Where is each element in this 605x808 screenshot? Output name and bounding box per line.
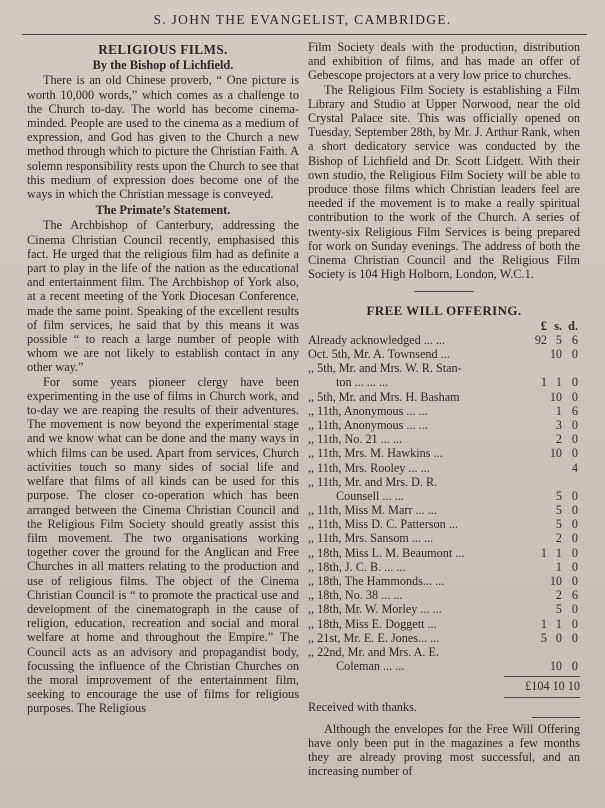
ledger-pence: 0 bbox=[571, 659, 578, 674]
paragraph-film-library: The Religious Film Society is establishing a Film Library and Studio at Upper Norwood, near the old Crystal Palace site. This was officially opened on Tuesday, September 28th, by Mr. J. Arthur Rank, when a short dedicatory service was conducted by the Bishop of Lichfield and Dr. Scott Lidgett. With their own studio, the Religious Film Society will be able to produce those films which Christian leaders feel are needed if the movement is to make a really spiritual contribution to the work of the Church. A series of twenty-six Religious Film Services is being prepared for work on Sunday evenings. The address of both the Cinema Christian Council and the Religious Film Society is 104 High Holborn, London, W.C.1. bbox=[308, 82, 580, 282]
total-rule-top bbox=[504, 676, 580, 677]
ledger-donor: ,, 18th, No. 38 ... ... bbox=[308, 588, 403, 603]
ledger-pence: 0 bbox=[571, 389, 578, 404]
paragraph-envelopes: Although the envelopes for the Free Will Offering have only been put in the magazines a few months they are already proving most successful, and an increasing number of bbox=[308, 721, 580, 779]
ledger-total: £104 10 10 bbox=[525, 679, 580, 694]
ledger-shillings: 2 bbox=[555, 588, 562, 603]
ledger-pence: 0 bbox=[571, 446, 578, 461]
ledger-donor: ,, 18th, Miss L. M. Beaumont ... bbox=[308, 545, 465, 560]
ledger-donor: ,, 11th, Mrs. M. Hawkins ... bbox=[308, 446, 443, 461]
ledger-donor: Counsell ... ... bbox=[336, 488, 404, 503]
ledger-row bbox=[308, 617, 580, 631]
ledger-row bbox=[308, 475, 580, 489]
ledger-pence: 6 bbox=[571, 332, 578, 347]
ledger-donor: Oct. 5th, Mr. A. Townsend ... bbox=[308, 347, 450, 362]
ledger-shillings: 10 bbox=[549, 347, 562, 362]
ledger-shillings: 1 bbox=[555, 545, 562, 560]
ledger-pence: 0 bbox=[571, 616, 578, 631]
ledger-row bbox=[308, 659, 580, 673]
ledger-pence: 0 bbox=[571, 417, 578, 432]
ledger-donor: ,, 11th, Mrs. Rooley ... ... bbox=[308, 460, 430, 475]
ledger-shillings: 5 bbox=[555, 602, 562, 617]
right-column bbox=[308, 40, 580, 778]
ledger-donor: ,, 11th, Anonymous ... ... bbox=[308, 403, 428, 418]
ledger-pence: 0 bbox=[571, 488, 578, 503]
ledger-row bbox=[308, 560, 580, 574]
ledger-row bbox=[308, 574, 580, 588]
ledger-donor: ,, 22nd, Mr. and Mrs. A. E. bbox=[308, 644, 440, 659]
left-column bbox=[27, 40, 299, 716]
offering-title: FREE WILL OFFERING. bbox=[366, 303, 522, 319]
ledger-shillings: 0 bbox=[555, 630, 562, 645]
ledger-donor: ,, 18th, J. C. B. ... ... bbox=[308, 559, 406, 574]
ledger-shillings: 2 bbox=[555, 531, 562, 546]
ledger-row bbox=[308, 361, 580, 375]
offering-ledger bbox=[308, 319, 580, 699]
ledger-pence: 6 bbox=[571, 588, 578, 603]
shillings-header: s. bbox=[554, 318, 562, 333]
ledger-pence: 0 bbox=[571, 602, 578, 617]
ledger-pounds: 1 bbox=[540, 375, 547, 390]
ledger-shillings: 5 bbox=[555, 517, 562, 532]
ledger-donor: ,, 11th, Miss M. Marr ... ... bbox=[308, 503, 437, 518]
ledger-pounds: 1 bbox=[540, 616, 547, 631]
ledger-row bbox=[308, 588, 580, 602]
ledger-donor: ,, 11th, Mrs. Sansom ... ... bbox=[308, 531, 434, 546]
paragraph-archbishop: The Archbishop of Canterbury, addressing the Cinema Christian Council recently, emphasised this fact. He urged that the religious film had as definite a part to play in the life of the nation as the educational and entertainment film. The Archbishop of York also, at a recent meeting of the York Diocesan Conference, made the same point. Speaking of the excellent results of film services, he said that by this means it was possible “ to reach a large number of people with whom we are not likely to establish contact in any other way.” bbox=[27, 218, 299, 375]
ledger-pence: 0 bbox=[571, 517, 578, 532]
article-title: RELIGIOUS FILMS. bbox=[98, 42, 228, 57]
running-head: S. JOHN THE EVANGELIST, CAMBRIDGE. bbox=[153, 12, 452, 27]
ledger-donor: Already acknowledged ... ... bbox=[308, 332, 446, 347]
ledger-row bbox=[308, 503, 580, 517]
ledger-shillings: 1 bbox=[555, 403, 562, 418]
paragraph-proverb: There is an old Chinese proverb, “ One picture is worth 10,000 words,” which comes as a challenge to the Church to-day. The world has become cinema-minded. People are used to the cinema as a medium of expression, and God has given to the Church a new method through which to picture the Christian Faith. A solemn responsibility rests upon the Church to see that this medium of expression does become one of the ways in which the Christian message is conveyed. bbox=[27, 73, 299, 202]
ledger-shillings: 5 bbox=[555, 503, 562, 518]
ledger-donor: ,, 11th, Mr. and Mrs. D. R. bbox=[308, 474, 438, 489]
ledger-row bbox=[308, 347, 580, 361]
closing-divider bbox=[532, 717, 580, 718]
ledger-pence: 0 bbox=[571, 503, 578, 518]
ledger-donor: ,, 11th, No. 21 ... ... bbox=[308, 432, 403, 447]
ledger-pounds: 1 bbox=[540, 545, 547, 560]
ledger-donor: ,, 5th, Mr. and Mrs. H. Basham bbox=[308, 389, 460, 404]
section-divider bbox=[414, 291, 474, 292]
ledger-row bbox=[308, 631, 580, 645]
ledger-shillings: 5 bbox=[555, 332, 562, 347]
ledger-row bbox=[308, 404, 580, 418]
ledger-shillings: 1 bbox=[555, 616, 562, 631]
ledger-pence: 0 bbox=[571, 531, 578, 546]
ledger-donor: ton ... ... ... bbox=[336, 375, 389, 390]
ledger-row bbox=[308, 432, 580, 446]
ledger-pence: 0 bbox=[571, 545, 578, 560]
ledger-shillings: 10 bbox=[549, 389, 562, 404]
ledger-shillings: 10 bbox=[549, 574, 562, 589]
ledger-donor: ,, 11th, Miss D. C. Patterson ... bbox=[308, 517, 458, 532]
ledger-row bbox=[308, 645, 580, 659]
ledger-row bbox=[308, 517, 580, 531]
ledger-row bbox=[308, 390, 580, 404]
ledger-pounds: 92 bbox=[534, 332, 547, 347]
ledger-pence: 0 bbox=[571, 347, 578, 362]
ledger-row bbox=[308, 375, 580, 389]
total-rule-bottom bbox=[504, 697, 580, 698]
header-rule bbox=[22, 34, 587, 35]
ledger-rows bbox=[308, 333, 580, 674]
ledger-row bbox=[308, 489, 580, 503]
ledger-pence: 0 bbox=[571, 559, 578, 574]
ledger-donor: ,, 5th, Mr. and Mrs. W. R. Stan- bbox=[308, 361, 462, 376]
ledger-header bbox=[308, 319, 580, 333]
ledger-shillings: 3 bbox=[555, 417, 562, 432]
ledger-row bbox=[308, 546, 580, 560]
ledger-donor: ,, 11th, Anonymous ... ... bbox=[308, 417, 428, 432]
ledger-shillings: 1 bbox=[555, 375, 562, 390]
ledger-row bbox=[308, 602, 580, 616]
ledger-donor: ,, 21st, Mr. E. E. Jones... ... bbox=[308, 630, 440, 645]
ledger-donor: Coleman ... ... bbox=[336, 659, 405, 674]
ledger-pence: 0 bbox=[571, 574, 578, 589]
ledger-pence: 4 bbox=[571, 460, 578, 475]
ledger-shillings: 2 bbox=[555, 432, 562, 447]
ledger-row bbox=[308, 461, 580, 475]
ledger-donor: ,, 18th, Mr. W. Morley ... ... bbox=[308, 602, 442, 617]
ledger-pence: 6 bbox=[571, 403, 578, 418]
ledger-pence: 0 bbox=[571, 432, 578, 447]
ledger-shillings: 1 bbox=[555, 559, 562, 574]
article-byline: By the Bishop of Lichfield. bbox=[92, 58, 234, 73]
paragraph-continued: Film Society deals with the production, distribution and exhibition of films, and has made an offer of Gebescope projectors at a very low price to churches. bbox=[308, 40, 580, 83]
ledger-shillings: 10 bbox=[549, 446, 562, 461]
ledger-row bbox=[308, 446, 580, 460]
ledger-total-row bbox=[308, 679, 580, 695]
ledger-donor: ,, 18th, The Hammonds... ... bbox=[308, 574, 445, 589]
ledger-pence: 0 bbox=[571, 375, 578, 390]
ledger-pence: 0 bbox=[571, 630, 578, 645]
ledger-shillings: 5 bbox=[555, 488, 562, 503]
thanks-line: Received with thanks. bbox=[308, 700, 417, 715]
ledger-row bbox=[308, 531, 580, 545]
ledger-row bbox=[308, 418, 580, 432]
pounds-header: £ bbox=[540, 318, 547, 333]
ledger-shillings: 10 bbox=[549, 659, 562, 674]
ledger-row bbox=[308, 333, 580, 347]
ledger-pounds: 5 bbox=[540, 630, 547, 645]
subheading-primate: The Primate’s Statement. bbox=[95, 203, 231, 218]
ledger-donor: ,, 18th, Miss E. Doggett ... bbox=[308, 616, 437, 631]
pence-header: d. bbox=[568, 318, 578, 333]
paragraph-pioneer-clergy: For some years pioneer clergy have been experimenting in the use of films in Church work, and to-day we are reaping the results of their adventures. The movement is now beyond the experimental stage and we know what can be done and the many ways in which films can be used. Apart from services, Church activities touch so many sides of social life and welfare that films of all kinds can be used for this purpose. The closer co-operation which has been arranged between the Cinema Christian Council and the Religious Film Society should greatly assist this film movement. The two organisations working together cover the ground for the Anglican and Free Churches in all matters relating to the production and use of religious films. The object of the Cinema Christian Council is “ to promote the practical use and development of the cinematograph in the cause of religion, education, recreation and social and moral welfare at home and throughout the Empire.” The Council acts as an advisory and propagandist body, focussing the influence of the Christian Churches on the moral improvement of the entertainment film, seeking to encourage the use of films for religious purposes. The Religious bbox=[27, 374, 299, 716]
